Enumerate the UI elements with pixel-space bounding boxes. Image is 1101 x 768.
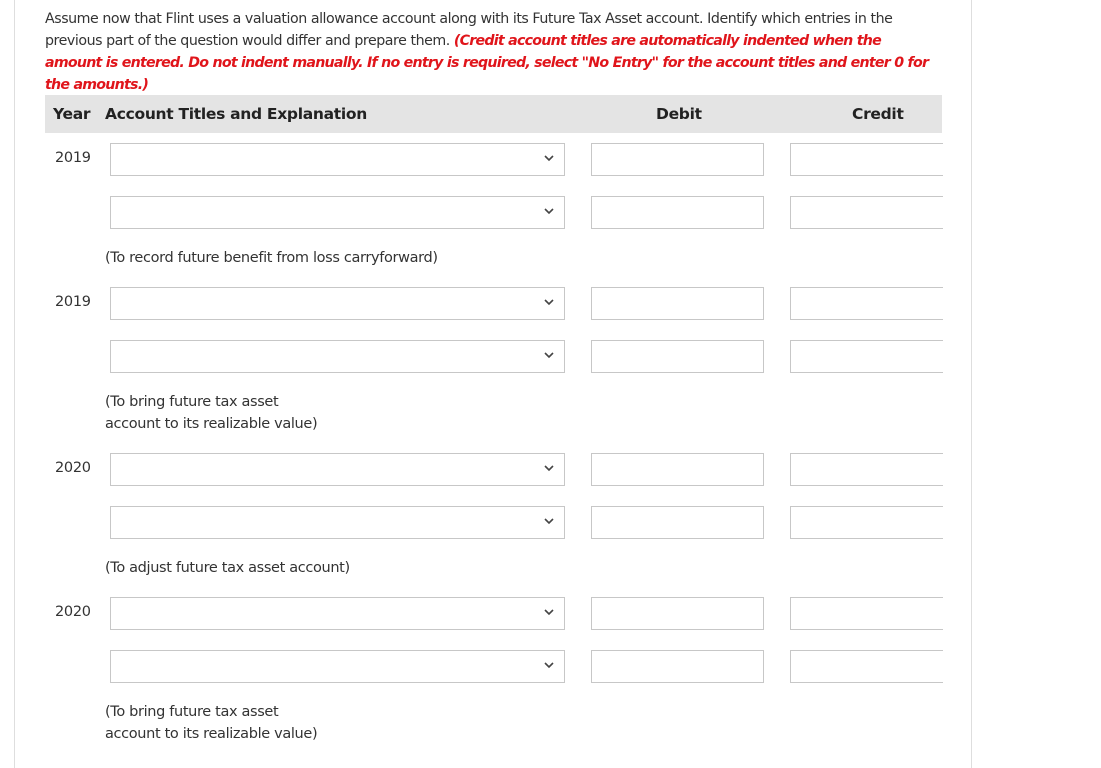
- journal-table-header: [45, 95, 942, 133]
- credit-amount-input[interactable]: [790, 340, 943, 373]
- entry-year: 2020: [55, 604, 91, 620]
- credit-amount-input[interactable]: [790, 287, 943, 320]
- account-title-select[interactable]: [110, 196, 565, 229]
- account-title-select[interactable]: [110, 506, 565, 539]
- credit-amount-input[interactable]: [790, 196, 943, 229]
- header-credit: Credit: [852, 105, 904, 123]
- explanation-line: account to its realizable value): [105, 416, 318, 432]
- entry-year: 2020: [55, 460, 91, 476]
- entry-explanation: [105, 247, 438, 269]
- entry-explanation: [105, 391, 317, 435]
- chevron-down-icon: [543, 460, 555, 476]
- explanation-line: (To adjust future tax asset account): [105, 560, 350, 576]
- explanation-line: (To bring future tax asset: [105, 394, 279, 410]
- debit-amount-input[interactable]: [591, 340, 764, 373]
- chevron-down-icon: [543, 347, 555, 363]
- debit-amount-input[interactable]: [591, 506, 764, 539]
- credit-amount-input[interactable]: [790, 650, 943, 683]
- explanation-line: (To record future benefit from loss carryforward): [105, 250, 438, 266]
- debit-amount-input[interactable]: [591, 650, 764, 683]
- chevron-down-icon: [543, 150, 555, 166]
- chevron-down-icon: [543, 294, 555, 310]
- header-year: Year: [53, 105, 91, 123]
- account-title-select[interactable]: [110, 340, 565, 373]
- entry-explanation: [105, 557, 350, 579]
- account-title-select[interactable]: [110, 597, 565, 630]
- entry-year: 2019: [55, 294, 91, 310]
- credit-amount-input[interactable]: [790, 506, 943, 539]
- chevron-down-icon: [543, 203, 555, 219]
- account-title-select[interactable]: [110, 650, 565, 683]
- credit-amount-input[interactable]: [790, 597, 943, 630]
- instructions-emphasis: (Credit account titles are automatically indented when the amount is entered. Do not indent manually. If no entry is required, select "No Entry" for the account titles and enter 0 for the amounts.): [45, 33, 929, 93]
- chevron-down-icon: [543, 604, 555, 620]
- debit-amount-input[interactable]: [591, 287, 764, 320]
- entry-year: 2019: [55, 150, 91, 166]
- instructions-text: Assume now that Flint uses a valuation allowance account along with its Future Tax Asset account. Identify which entries in the previous part of the question would differ and prepare them.: [45, 11, 893, 49]
- account-title-select[interactable]: [110, 287, 565, 320]
- credit-amount-input[interactable]: [790, 143, 943, 176]
- question-instructions: [45, 8, 935, 96]
- header-account-titles: Account Titles and Explanation: [105, 105, 367, 123]
- debit-amount-input[interactable]: [591, 196, 764, 229]
- header-debit: Debit: [656, 105, 702, 123]
- entry-explanation: [105, 701, 317, 745]
- account-title-select[interactable]: [110, 143, 565, 176]
- debit-amount-input[interactable]: [591, 453, 764, 486]
- debit-amount-input[interactable]: [591, 597, 764, 630]
- account-title-select[interactable]: [110, 453, 565, 486]
- explanation-line: account to its realizable value): [105, 726, 318, 742]
- chevron-down-icon: [543, 513, 555, 529]
- credit-amount-input[interactable]: [790, 453, 943, 486]
- chevron-down-icon: [543, 657, 555, 673]
- debit-amount-input[interactable]: [591, 143, 764, 176]
- explanation-line: (To bring future tax asset: [105, 704, 279, 720]
